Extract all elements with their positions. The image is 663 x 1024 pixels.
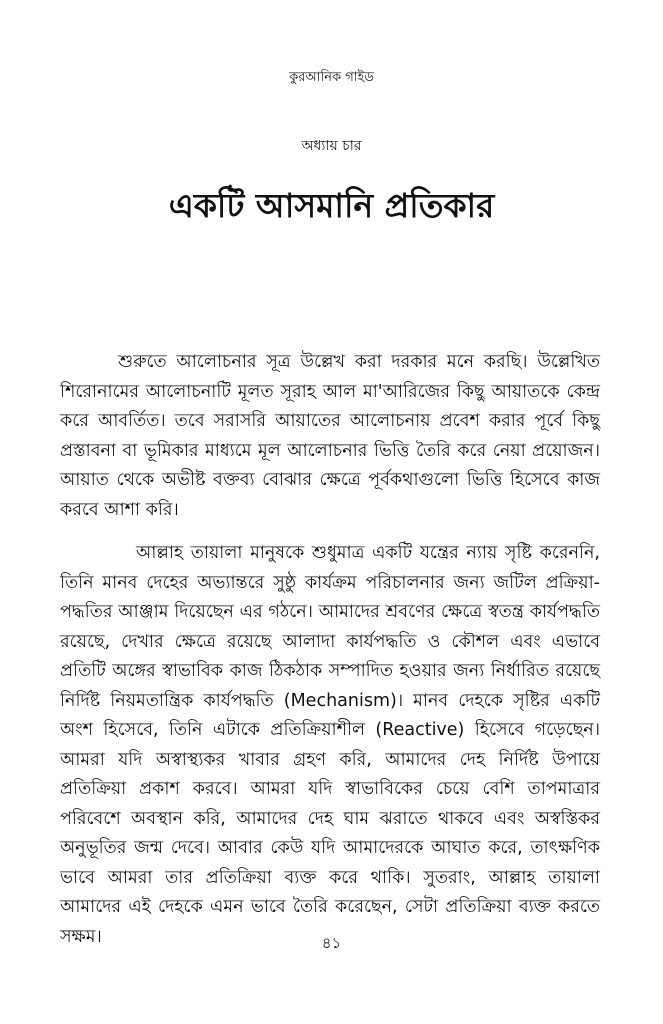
chapter-label: অধ্যায় চার bbox=[301, 138, 362, 154]
paragraph: আল্লাহ তায়ালা মানুষকে শুধুমাত্র একটি যন্ত্রের ন্যায় সৃষ্টি করেননি, তিনি মানব দেহের অভ্যান্তরে সুষ্ঠু কার্যক্রম পরিচালনার জন্য জটিল প্রক্রিয়া-পদ্ধতির আঞ্জাম দিয়েছেন এর গঠনে। আমাদের শ্রবণের ক্ষেত্রে স্বতন্ত্র কার্যপদ্ধতি রয়েছে, দেখার ক্ষেত্রে রয়েছে আলাদা কার্যপদ্ধতি ও কৌশল এবং এভাবে প্রতিটি অঙ্গের স্বাভাবিক কাজ ঠিকঠাক সম্পাদিত হওয়ার জন্য নির্ধারিত রয়েছে নির্দিষ্ট নিয়মতান্ত্রিক কার্যপদ্ধতি (Mechanism)। মানব দেহকে সৃষ্টির একটি অংশ হিসেবে, তিনি এটাকে প্রতিক্রিয়াশীল (Reactive) হিসেবে গড়েছেন। আমরা যদি অস্বাস্থ্যকর খাবার গ্রহণ করি, আমাদের দেহ নির্দিষ্ট উপায়ে প্রতিক্রিয়া প্রকাশ করবে। আমরা যদি স্বাভাবিকের চেয়ে বেশি তাপমাত্রার পরিবেশে অবস্থান করি, আমাদের দেহ ঘাম ঝরাতে থাকবে এবং অস্বস্তিকর অনুভূতির জন্ম দেবে। আবার কেউ যদি আমাদেরকে আঘাত করে, তাৎক্ষণিক ভাবে আমরা তার প্রতিক্রিয়া ব্যক্ত করে থাকি। সুতরাং, আল্লাহ তায়ালা আমাদের এই দেহকে এমন ভাবে তৈরি করেছেন, সেটা প্রতিক্রিয়া ব্যক্ত করতে সক্ষম। bbox=[60, 543, 600, 947]
paragraph: শুরুতে আলোচনার সূত্র উল্লেখ করা দরকার মনে করছি। উল্লেখিত শিরোনামের আলোচনাটি মূলত সূরাহ আল মা'আরিজের কিছু আয়াতকে কেন্দ্র করে আবর্তিত। তবে সরাসরি আয়াতের আলোচনায় প্রবেশ করার পূর্বে কিছু প্রস্তাবনা বা ভূমিকার মাধ্যমে মূল আলোচনার ভিত্তি তৈরি করে নেয়া প্রয়োজন। আয়াত থেকে অভীষ্ট বক্তব্য বোঝার ক্ষেত্রে পূর্বকথাগুলো ভিত্তি হিসেবে কাজ করবে আশা করি। bbox=[60, 352, 600, 520]
page-number: ৪১ bbox=[321, 934, 342, 952]
body-text bbox=[60, 348, 600, 952]
chapter-title: একটি আসমানি প্রতিকার bbox=[168, 186, 495, 225]
running-header: কুরআনিক গাইড bbox=[289, 70, 374, 85]
